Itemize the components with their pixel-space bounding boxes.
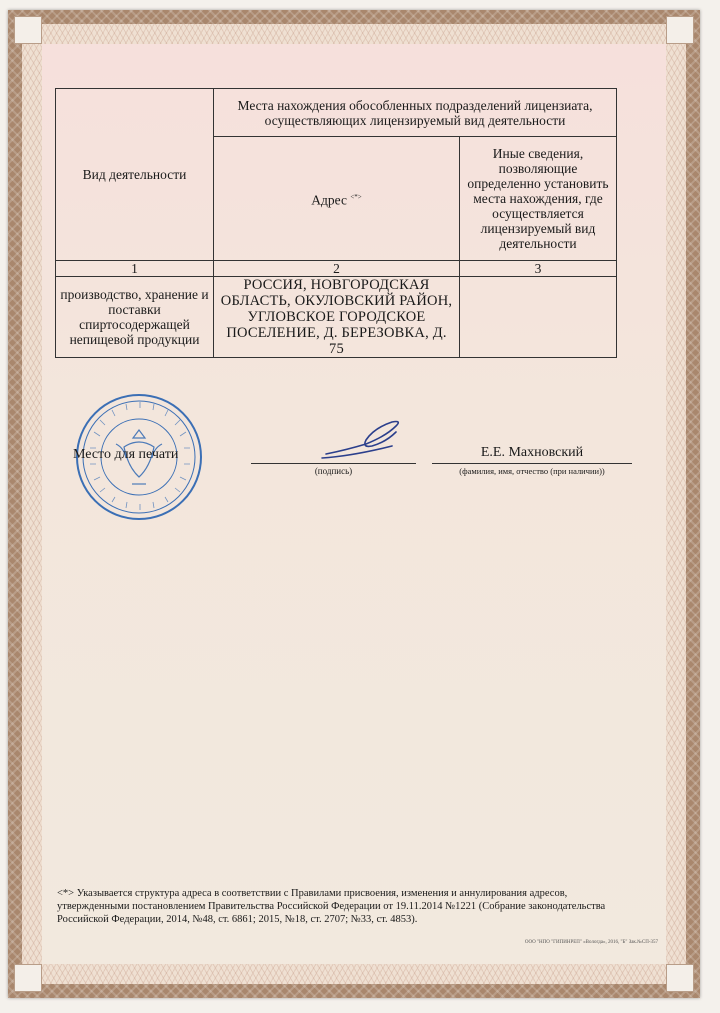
address-footnote: <*> Указывается структура адреса в соответствии с Правилами присвоения, изменения и аннулирования адресов, утвержденными постановлением Правительства Российской Федерации от 19.11.2014 №1221 (Собрание законодательства Российской Федерации, 2014, №48, ст. 6861; 2015, №18, ст. 2707; №33, ст. 4853). [57, 888, 606, 925]
column-number-1: 1 [56, 261, 214, 277]
header-address-label: Адрес [311, 192, 347, 208]
column-number-3: 3 [460, 261, 617, 277]
corner-ornament [666, 964, 694, 992]
signatory-name: Е.Е. Махновский [480, 445, 584, 460]
signature-caption: (подпись) [314, 466, 353, 476]
cell-address: РОССИЯ, НОВГОРОДСКАЯ ОБЛАСТЬ, ОКУЛОВСКИЙ РАЙОН, УГЛОВСКОЕ ГОРОДСКОЕ ПОСЕЛЕНИЕ, Д. БЕРЕЗОВКА, Д. 75 [214, 277, 460, 358]
corner-ornament [666, 16, 694, 44]
signature-line [251, 463, 416, 464]
printer-mark: ООО "НПО "ГИПИНРЕП" «Вологда», 2016, "Б" Зак.№СП-357 [524, 940, 658, 945]
cell-other-info [460, 277, 617, 358]
corner-ornament [14, 964, 42, 992]
name-line [432, 463, 632, 464]
header-address [214, 137, 460, 261]
license-locations-table [55, 88, 617, 358]
column-number-2: 2 [214, 261, 460, 277]
footnote-mark: <*> [350, 192, 362, 201]
corner-ornament [14, 16, 42, 44]
header-activity-type: Вид деятельности [56, 89, 214, 261]
stamp-place-label: Место для печати [73, 447, 179, 462]
header-other-info: Иные сведения, позволяющие определенно установить места нахождения, где осуществляется лицензируемый вид деятельности [460, 137, 617, 261]
name-caption: (фамилия, имя, отчество (при наличии)) [459, 466, 605, 476]
handwritten-signature [318, 418, 413, 466]
cell-activity: производство, хранение и поставки спиртосодержащей непищевой продукции [56, 277, 214, 358]
header-locations-group: Места нахождения обособленных подразделений лицензиата, осуществляющих лицензируемый вид деятельности [214, 89, 617, 137]
